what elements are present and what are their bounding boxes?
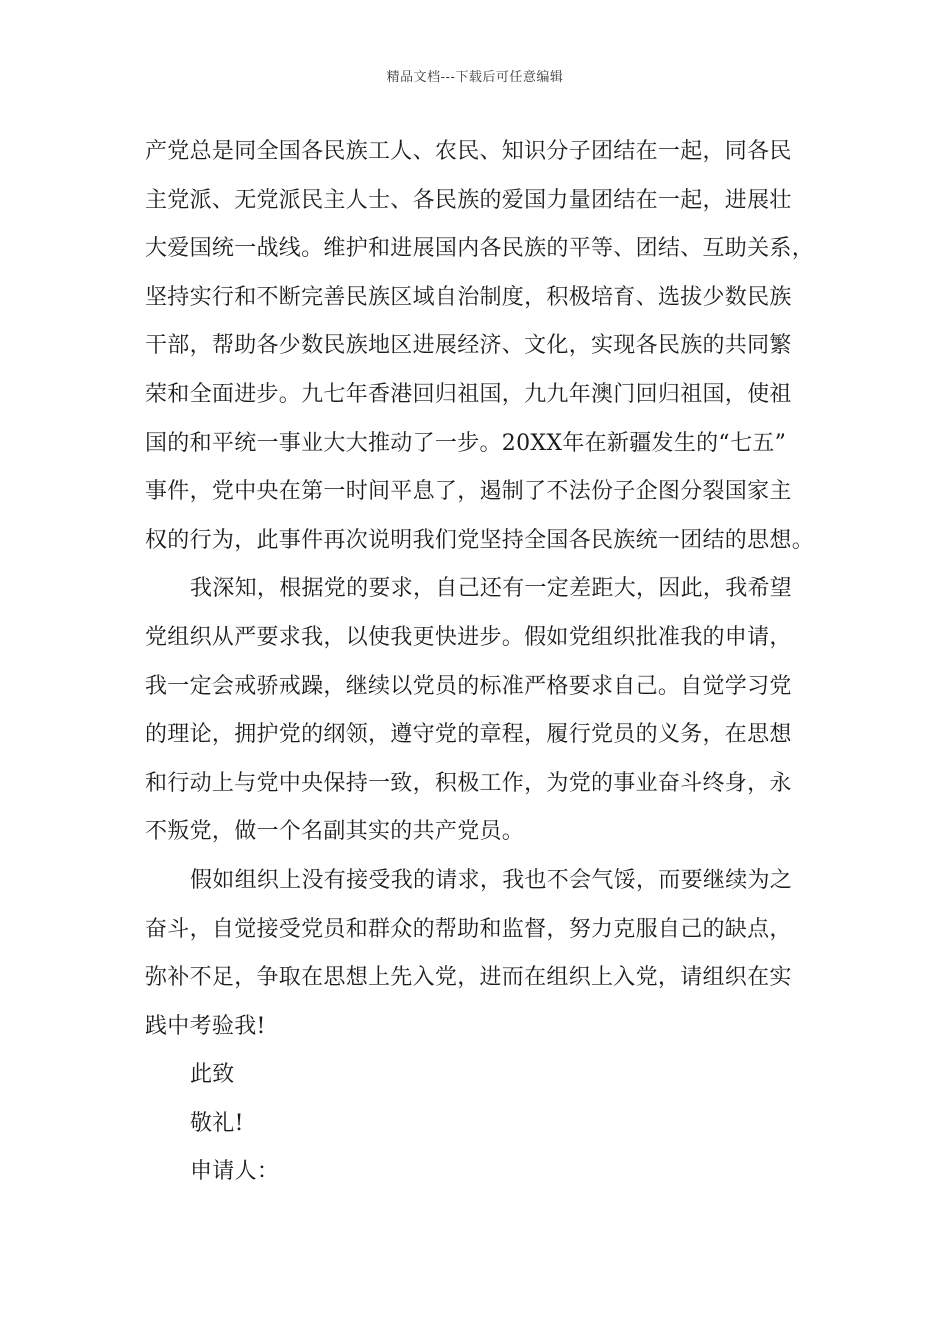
text-line: 荣和全面进步。九七年香港回归祖国，九九年澳门回归祖国，使祖 <box>145 381 792 407</box>
text-line: 坚持实行和不断完善民族区域自治制度，积极培育、选拔少数民族 <box>145 284 792 310</box>
paragraph-start-line: 我深知，根据党的要求，自己还有一定差距大，因此，我希望 <box>190 576 793 602</box>
text-line: 我一定会戒骄戒躁，继续以党员的标准严格要求自己。自觉学习党 <box>145 673 792 699</box>
text-line: 事件，党中央在第一时间平息了，遏制了不法份子企图分裂国家主 <box>145 479 792 505</box>
closing-salutation: 此致 <box>190 1062 235 1088</box>
text-line: 和行动上与党中央保持一致，积极工作，为党的事业奋斗终身，永 <box>145 770 792 796</box>
document-body <box>145 128 835 1197</box>
text-line: 国的和平统一事业大大推动了一步。20XX年在新疆发生的“七五” <box>145 430 787 456</box>
text-line: 弥补不足，争取在思想上先入党，进而在组织上入党，请组织在实 <box>145 965 792 991</box>
text-line: 权的行为，此事件再次说明我们党坚持全国各民族统一团结的思想。 <box>145 527 815 553</box>
text-line: 产党总是同全国各民族工人、农民、知识分子团结在一起，同各民 <box>145 139 792 164</box>
page-header: 精品文档---下载后可任意编辑 <box>386 70 564 85</box>
text-line: 主党派、无党派民主人士、各民族的爱国力量团结在一起，进展壮 <box>145 187 792 213</box>
closing-regards: 敬礼! <box>190 1110 244 1136</box>
paragraph-start-line: 假如组织上没有接受我的请求，我也不会气馁，而要继续为之 <box>190 867 793 893</box>
text-line: 奋斗，自觉接受党员和群众的帮助和监督，努力克服自己的缺点， <box>145 916 792 942</box>
text-line: 的理论，拥护党的纲领，遵守党的章程，履行党员的义务，在思想 <box>145 722 792 748</box>
text-line: 践中考验我! <box>145 1013 266 1039</box>
text-line: 干部，帮助各少数民族地区进展经济、文化，实现各民族的共同繁 <box>145 333 792 359</box>
applicant-signature-label: 申请人： <box>190 1159 280 1185</box>
text-line: 党组织从严要求我，以使我更快进步。假如党组织批准我的申请， <box>145 624 792 650</box>
text-line: 不叛党，做一个名副其实的共产党员。 <box>145 819 525 845</box>
text-line: 大爱国统一战线。维护和进展国内各民族的平等、团结、互助关系， <box>145 236 815 262</box>
